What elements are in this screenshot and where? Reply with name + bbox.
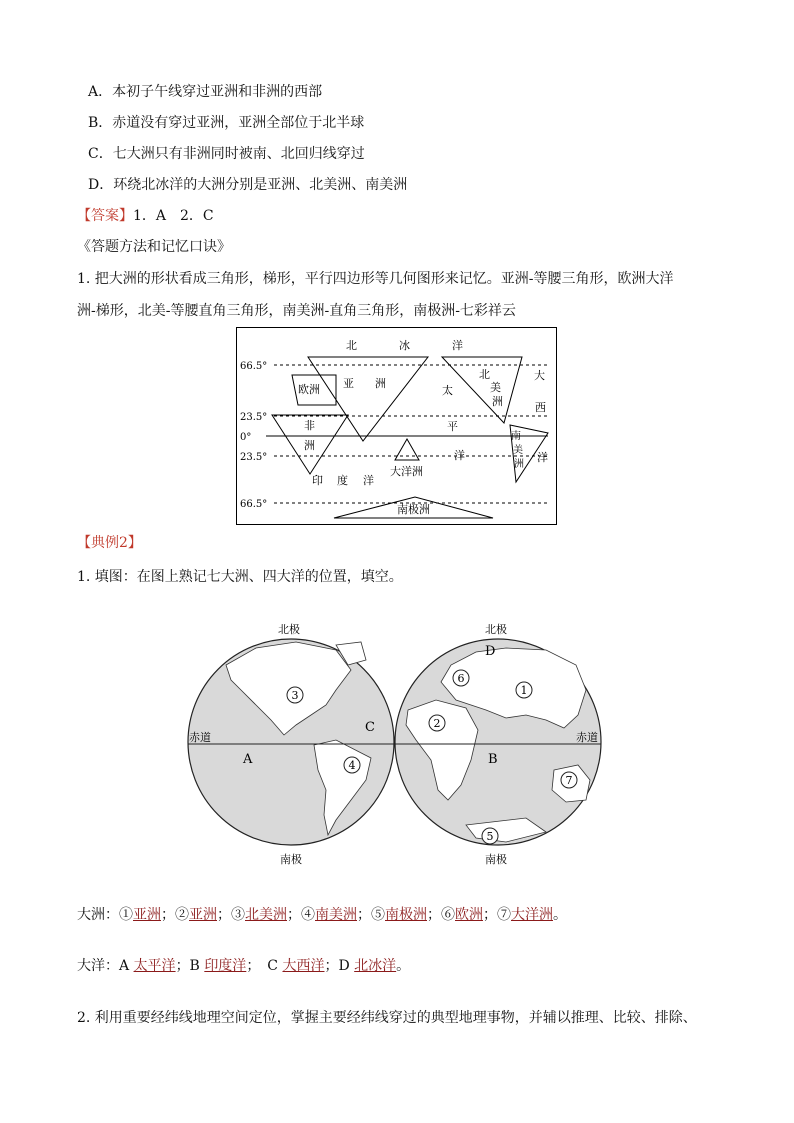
ocean-d-label: D: [485, 644, 496, 659]
label-fei-zhou: 洲: [304, 439, 315, 452]
continent-answer: 大洋洲: [511, 907, 553, 923]
ocean-a-prefix: A: [119, 958, 134, 974]
continent-answer: 欧洲: [455, 907, 483, 923]
ocean-sep1: ；B: [175, 958, 205, 974]
lat-label-23s: 23.5°: [240, 452, 268, 463]
label-fei: 非: [304, 419, 315, 432]
continent-sep: ；: [217, 907, 231, 923]
ocean-b-answer: 印度洋: [204, 958, 247, 974]
label-yang-right: 洋: [537, 451, 548, 464]
continent-sep: ；: [483, 907, 497, 923]
label-bei: 北: [346, 339, 357, 352]
continent-sep: ；: [427, 907, 441, 923]
marker-6: [453, 670, 469, 686]
label-asia-ya: 亚: [343, 377, 354, 390]
continents-line: [77, 905, 567, 925]
north-pole-label-right: 北极: [485, 623, 507, 636]
ocean-c-label: C: [365, 720, 375, 735]
label-na-bei: 北: [479, 368, 490, 381]
method-text-line1: 1. 把大洲的形状看成三角形，梯形，平行四边形等几何图形来记忆。亚洲-等腰三角形，欧洲大洋: [77, 271, 674, 287]
svg-text:5: 5: [486, 830, 494, 843]
option-a: A．本初子午线穿过亚洲和非洲的西部: [88, 84, 323, 100]
continent-num: ⑥: [441, 907, 455, 923]
continent-shape-diagram: [236, 327, 557, 525]
svg-text:4: 4: [348, 759, 356, 772]
question-1: 1. 填图：在图上熟记七大洲、四大洋的位置，填空。: [77, 569, 403, 585]
south-pole-label-left: 南极: [280, 853, 302, 866]
south-pole-label-right: 南极: [485, 853, 507, 866]
ocean-sep3: ；D: [324, 958, 355, 974]
option-c: C．七大洲只有非洲同时被南、北回归线穿过: [88, 146, 365, 162]
marker-5: [482, 828, 498, 844]
ocean-d-answer: 北冰洋: [354, 958, 397, 974]
lat-label-0: 0°: [240, 432, 252, 443]
ocean-a-answer: 太平洋: [133, 958, 176, 974]
equator-label-right: 赤道: [576, 731, 598, 744]
lat-label-66s: 66.5°: [240, 499, 268, 510]
continent-sep: ；: [287, 907, 301, 923]
label-europe: 欧洲: [298, 383, 320, 396]
label-oceania: 大洋洲: [390, 465, 423, 478]
svg-text:2: 2: [433, 717, 441, 730]
continent-num: ⑤: [371, 907, 385, 923]
north-pole-label-left: 北极: [278, 623, 300, 636]
continent-num: ④: [301, 907, 315, 923]
svg-text:6: 6: [457, 672, 465, 685]
continent-sep: ；: [161, 907, 175, 923]
label-bing: 冰: [399, 339, 410, 352]
label-asia-zhou: 洲: [375, 377, 386, 390]
continent-answer: 南美洲: [315, 907, 357, 923]
label-tai: 太: [442, 384, 453, 397]
ocean-sep2: ； C: [246, 958, 283, 974]
label-ping: 平: [447, 420, 458, 433]
continent-num: ⑦: [497, 907, 511, 923]
lat-label-23n: 23.5°: [240, 412, 268, 423]
marker-1: [516, 682, 532, 698]
lat-label-66n: 66.5°: [240, 361, 268, 372]
method-text-line2: 洲-梯形，北美-等腰直角三角形，南美洲-直角三角形，南极洲-七彩祥云: [77, 303, 516, 319]
oceans-label: 大洋：: [77, 958, 119, 974]
label-xi: 西: [535, 401, 546, 414]
marker-7: [561, 772, 577, 788]
label-sa-zhou: 洲: [514, 459, 524, 470]
continent-answer: 亚洲: [133, 907, 161, 923]
label-na-zhou: 洲: [492, 395, 503, 408]
equator-label-left: 赤道: [189, 731, 211, 744]
question-2: 2. 利用重要经纬线地理空间定位，掌握主要经纬线穿过的典型地理事物，并辅以推理、比较、排除、: [77, 1010, 697, 1026]
world-hemispheres-map: [186, 620, 606, 870]
answer-line: [77, 206, 214, 226]
marker-2: [429, 715, 445, 731]
label-na-mei: 美: [490, 381, 501, 394]
continent-num: ①: [119, 907, 133, 923]
continent-num: ②: [175, 907, 189, 923]
answer-text: 1．A 2．C: [133, 208, 214, 224]
label-yin: 印: [312, 474, 323, 487]
svg-text:7: 7: [565, 774, 573, 787]
svg-text:3: 3: [291, 689, 299, 702]
label-antarctica: 南极洲: [397, 503, 430, 516]
option-b: B．赤道没有穿过亚洲，亚洲全部位于北半球: [88, 115, 365, 131]
ocean-a-label: A: [243, 752, 253, 767]
marker-4: [344, 757, 360, 773]
continent-num: ③: [231, 907, 245, 923]
example-tag: 【典例2】: [77, 535, 142, 551]
ocean-b-label: B: [488, 752, 498, 767]
continent-answer: 南极洲: [385, 907, 427, 923]
ocean-end: 。: [396, 958, 411, 974]
svg-text:1: 1: [520, 684, 528, 697]
continent-sep: 。: [553, 907, 567, 923]
label-sa-nan: 南: [511, 431, 521, 442]
ocean-c-answer: 大西洋: [282, 958, 325, 974]
answer-tag: 【答案】: [77, 208, 133, 224]
continent-answer: 北美洲: [245, 907, 287, 923]
continent-sep: ；: [357, 907, 371, 923]
label-yang-mid: 洋: [454, 449, 465, 462]
option-d: D．环绕北冰洋的大洲分别是亚洲、北美洲、南美洲: [88, 177, 408, 193]
label-sa-mei: 美: [513, 445, 523, 456]
label-yang-bottom: 洋: [363, 474, 374, 487]
method-title: 《答题方法和记忆口诀》: [77, 239, 231, 255]
label-da: 大: [534, 369, 545, 382]
continent-answer: 亚洲: [189, 907, 217, 923]
label-yang-top: 洋: [452, 339, 463, 352]
continents-label: 大洲：: [77, 907, 119, 923]
marker-3: [287, 687, 303, 703]
oceans-line: [77, 956, 410, 976]
label-du: 度: [337, 474, 348, 487]
